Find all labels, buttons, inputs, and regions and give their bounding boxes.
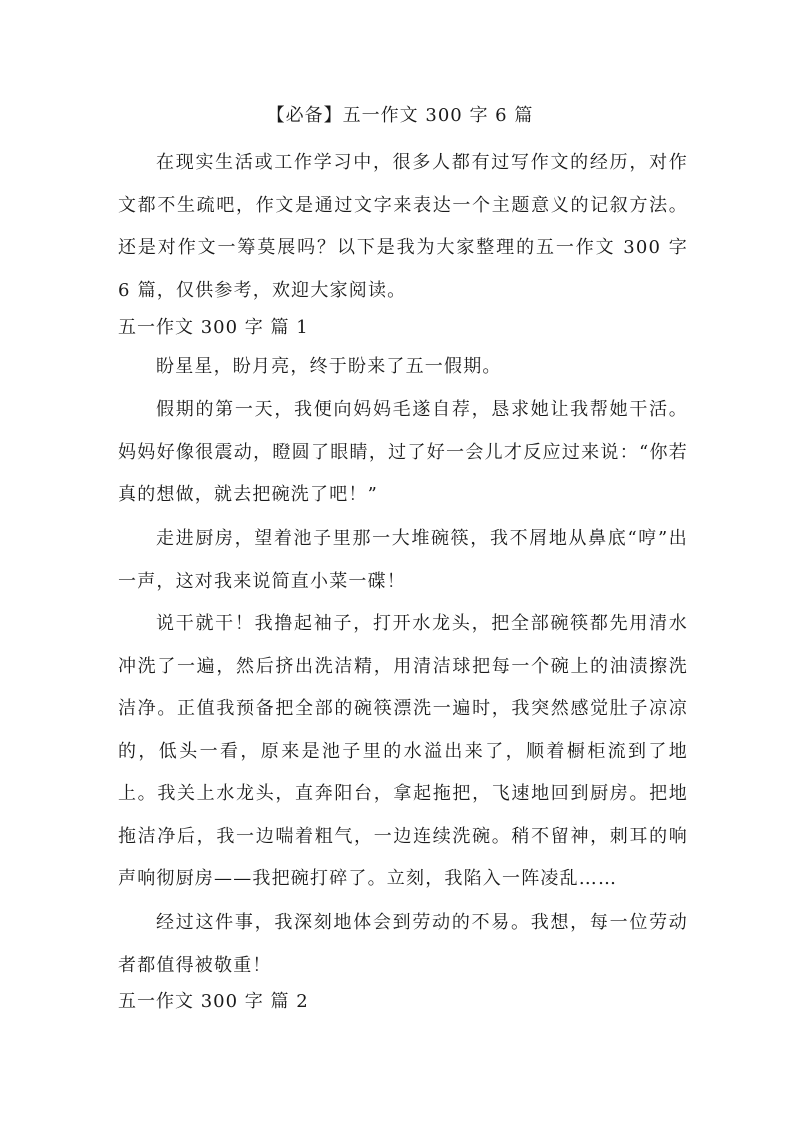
section-1-paragraph-5: 经过这件事，我深刻地体会到劳动的不易。我想，每一位劳动者都值得被敬重！	[118, 912, 688, 976]
section-2-heading: 五一作文 300 字 篇 2	[118, 991, 309, 1012]
section-1-paragraph-2: 假期的第一天，我便向妈妈毛遂自荐，恳求她让我帮她干活。妈妈好像很震动，瞪圆了眼睛，过了好一会儿才反应过来说：“你若真的想做，就去把碗洗了吧！”	[118, 399, 688, 505]
section-1-heading: 五一作文 300 字 篇 1	[118, 317, 309, 338]
section-1-paragraph-4: 说干就干！我撸起袖子，打开水龙头，把全部碗筷都先用清水冲洗了一遍，然后挤出洗洁精，用清洁球把每一个碗上的油渍擦洗洁净。正值我预备把全部的碗筷漂洗一遍时，我突然感觉肚子凉凉的，低头一看，原来是池子里的水溢出来了，顺着橱柜流到了地上。我关上水龙头，直奔阳台，拿起拖把，飞速地回到厨房。把地拖洁净后，我一边喘着粗气，一边连续洗碗。稍不留神，刺耳的响声响彻厨房——我把碗打碎了。立刻，我陷入一阵凌乱……	[118, 613, 688, 889]
document-title: 【必备】五一作文 300 字 6 篇	[266, 105, 534, 126]
intro-paragraph: 在现实生活或工作学习中，很多人都有过写作文的经历，对作文都不生疏吧，作文是通过文字来表达一个主题意义的记叙方法。还是对作文一筹莫展吗？以下是我为大家整理的五一作文 300 字 6 篇，仅供参考，欢迎大家阅读。	[118, 152, 688, 301]
section-1-paragraph-1: 盼星星，盼月亮，终于盼来了五一假期。	[156, 356, 502, 377]
section-1-paragraph-3: 走进厨房，望着池子里那一大堆碗筷，我不屑地从鼻底“哼”出一声，这对我来说简直小菜一碟！	[118, 528, 688, 592]
